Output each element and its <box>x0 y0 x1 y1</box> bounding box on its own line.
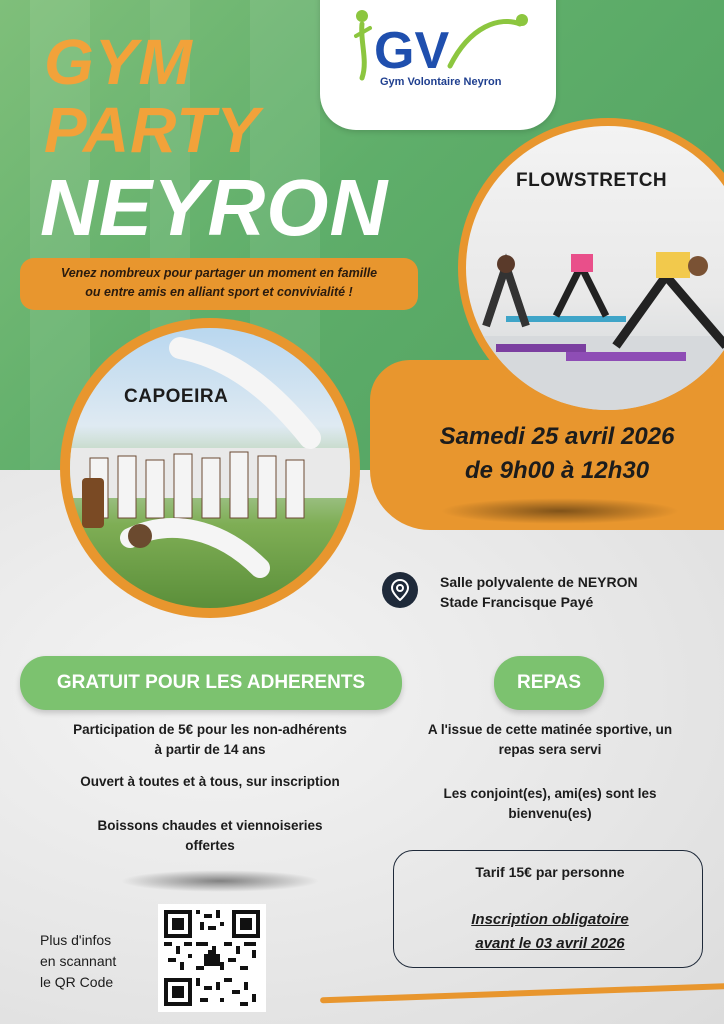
flowstretch-label: FLOWSTRETCH <box>516 170 668 191</box>
more-info-line-3: le QR Code <box>40 974 114 990</box>
location <box>440 572 638 612</box>
partners-line-2: bienvenu(es) <box>508 806 592 821</box>
free-members-pill: GRATUIT POUR LES ADHERENTS <box>20 656 402 710</box>
drinks-text <box>20 816 400 856</box>
more-info-text <box>40 930 116 993</box>
more-info-line-1: Plus d'infos <box>40 932 112 948</box>
title-line-1: GYM <box>44 26 193 98</box>
drinks-line-1: Boissons chaudes et viennoiseries <box>97 818 323 833</box>
tagline <box>20 258 418 310</box>
title-line-3: NEYRON <box>40 163 389 252</box>
participation-text <box>20 720 400 760</box>
meal-pill: REPAS <box>494 656 604 710</box>
location-line-1: Salle polyvalente de NEYRON <box>440 574 638 590</box>
shadow <box>120 870 320 892</box>
inscription-text <box>396 908 704 956</box>
inscription-line-2: avant le 03 avril 2026 <box>475 935 625 952</box>
capoeira-label: CAPOEIRA <box>124 386 229 407</box>
inscription-line-1: Inscription obligatoire <box>471 911 629 928</box>
location-line-2: Stade Francisque Payé <box>440 594 594 610</box>
drinks-line-2: offertes <box>185 838 235 853</box>
open-text: Ouvert à toutes et à tous, sur inscription <box>80 774 340 789</box>
participation-line-1: Participation de 5€ pour les non-adhérents <box>73 722 347 737</box>
partners-line-1: Les conjoint(es), ami(es) sont les <box>443 786 657 801</box>
tagline-line-2: ou entre amis en alliant sport et convivialité ! <box>85 285 353 299</box>
qr-code-icon[interactable] <box>158 904 266 1012</box>
gv-logo-icon <box>350 6 530 86</box>
event-date <box>400 420 714 488</box>
shadow <box>440 498 680 524</box>
tagline-line-1: Venez nombreux pour partager un moment en famille <box>60 266 378 280</box>
participation-line-2: à partir de 14 ans <box>154 742 266 757</box>
title-line-2: PARTY <box>44 94 260 166</box>
location-pin-icon <box>382 572 418 608</box>
capoeira-photo <box>70 328 350 608</box>
date-line-1: Samedi 25 avril 2026 <box>439 423 675 450</box>
meal-text <box>396 720 704 760</box>
partners-text <box>396 784 704 824</box>
date-time-line: de 9h00 à 12h30 <box>464 457 650 484</box>
meal-line-1: A l'issue de cette matinée sportive, un <box>427 722 673 737</box>
logo-caption: Gym Volontaire Neyron <box>380 76 502 88</box>
tarif-text: Tarif 15€ par personne <box>475 864 625 880</box>
meal-line-2: repas sera servi <box>498 742 602 757</box>
more-info-line-2: en scannant <box>40 953 117 969</box>
svg-text:GV: GV <box>374 22 450 80</box>
logo-card <box>320 0 556 130</box>
